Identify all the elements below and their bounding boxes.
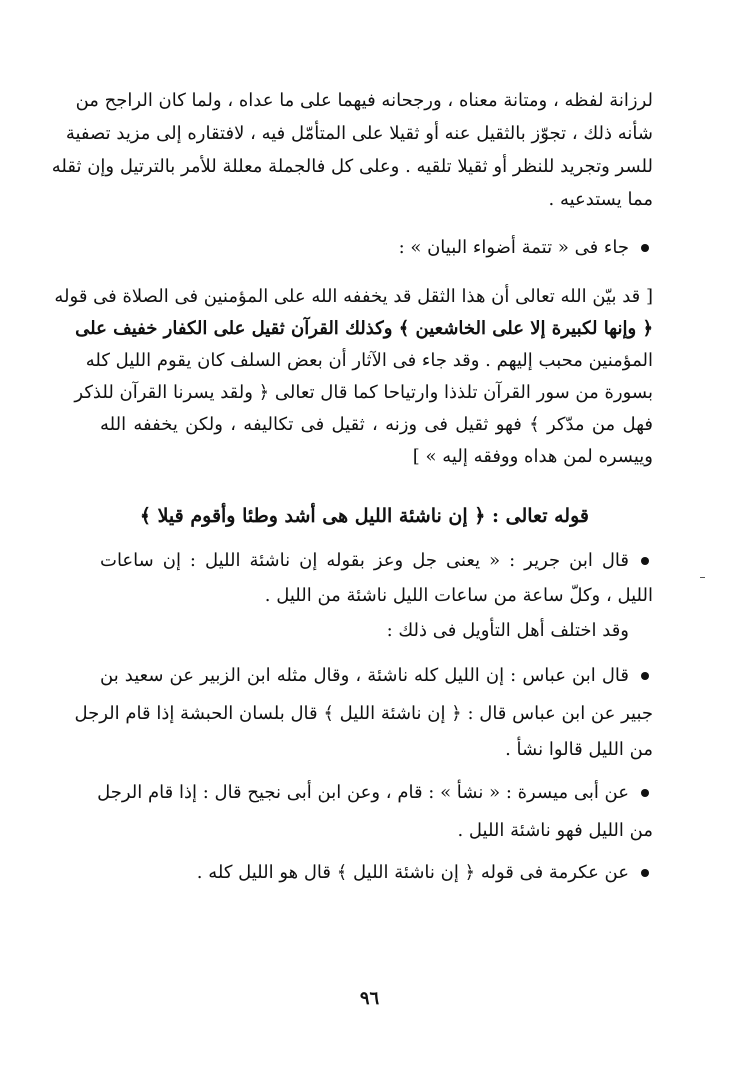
text-line: من الليل فهو ناشئة الليل . (457, 820, 653, 841)
verse-heading: قوله تعالى : ﴿ إن ناشئة الليل هى أشد وطئا وأقوم قيلا ﴾ (139, 505, 589, 527)
quote-line: ﴿ وإنها لكبيرة إلا على الخاشعين ﴾ وكذلك القرآن ثقيل على الكفار خفيف على (75, 318, 653, 339)
bullet-item (100, 548, 649, 574)
bullet-item (197, 860, 649, 886)
margin-mark (700, 577, 705, 578)
bullet-icon (641, 672, 649, 680)
bullet-item (100, 663, 649, 689)
text-line: شأنه ذلك ، تجوّز بالثقيل عنه أو ثقيلا على المتأمّل فيه ، لافتقاره إلى مزيد تصفية (65, 123, 653, 144)
bullet-icon (641, 244, 649, 252)
text-line: جبير عن ابن عباس قال : ﴿ إن ناشئة الليل ﴾ قال بلسان الحبشة إذا قام الرجل (74, 703, 653, 724)
quote-line: وييسره لمن هداه ووفقه إليه » ] (412, 446, 653, 467)
text-line: من الليل قالوا نشأ . (505, 739, 653, 760)
text-line: مما يستدعيه . (548, 189, 653, 210)
bullet-item (97, 780, 649, 806)
bullet-text: جاء فى « تتمة أضواء البيان » : (398, 237, 629, 258)
bullet-text: عن عكرمة فى قوله ﴿ إن ناشئة الليل ﴾ قال هو الليل كله . (196, 862, 629, 883)
bullet-icon (641, 789, 649, 797)
text-line: الليل ، وكلّ ساعة من ساعات الليل ناشئة من الليل . (264, 585, 653, 606)
quote-line: [ قد بيّن الله تعالى أن هذا الثقل قد يخففه الله على المؤمنين فى الصلاة فى قوله (54, 286, 653, 307)
page-number: ٩٦ (359, 988, 380, 1009)
quote-line: المؤمنين محبب إليهم . وقد جاء فى الآثار أن بعض السلف كان يقوم الليل كله (85, 350, 653, 371)
bullet-icon (641, 869, 649, 877)
bullet-text: قال ابن عباس : إن الليل كله ناشئة ، وقال مثله ابن الزبير عن سعيد بن (100, 665, 629, 686)
bullet-text: عن أبى ميسرة : « نشأ » : قام ، وعن ابن أبى نجيح قال : إذا قام الرجل (97, 782, 629, 803)
text-line: للسر وتجريد للنظر أو ثقيلا تلقيه . وعلى كل فالجملة معللة للأمر بالترتيل وإن ثقله (51, 156, 653, 177)
quote-line: بسورة من سور القرآن تلذذا وارتياحا كما قال تعالى ﴿ ولقد يسرنا القرآن للذكر (74, 382, 653, 403)
text-line: لرزانة لفظه ، ومتانة معناه ، ورجحانه فيهما على ما عداه ، ولما كان الراجح من (75, 90, 653, 111)
quote-line: فهل من مدّكر ﴾ فهو ثقيل فى وزنه ، ثقيل فى تكاليفه ، ولكن يخففه الله (100, 414, 653, 435)
bullet-text: قال ابن جرير : « يعنى جل وعز بقوله إن ناشئة الليل : إن ساعات (100, 550, 629, 571)
text-line: وقد اختلف أهل التأويل فى ذلك : (386, 620, 629, 641)
bullet-icon (641, 557, 649, 565)
bullet-item (399, 235, 649, 261)
